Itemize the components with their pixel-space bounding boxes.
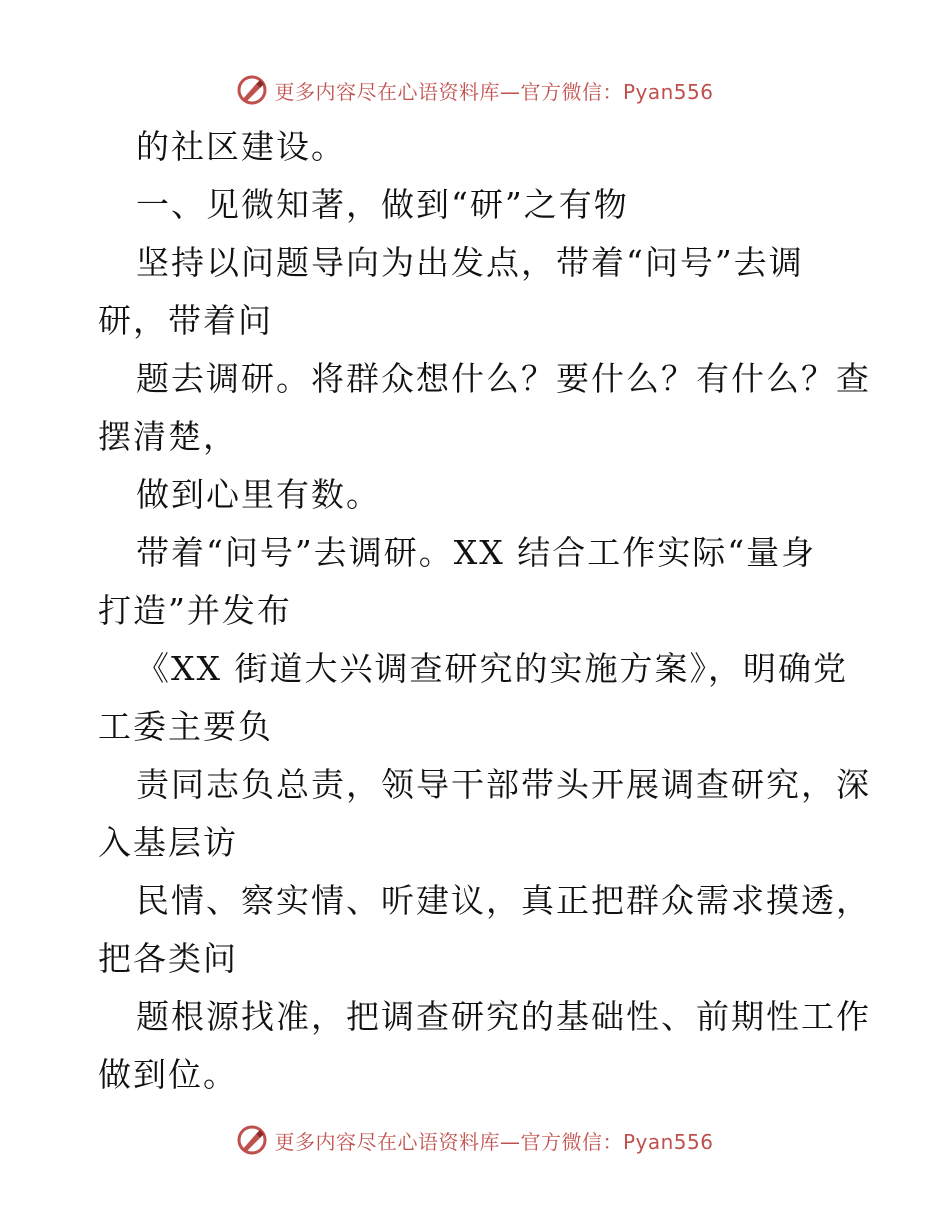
text-line: 责同志负总责，领导干部带头开展调查研究，深 [136,765,871,804]
text-line: 的社区建设。 [136,127,346,166]
text-line: 摆清楚， [98,417,238,456]
section-heading: 一、见微知著，做到“研”之有物 [136,185,629,224]
text-line: 把各类问 [98,939,238,978]
text-line: 《XX 街道大兴调查研究的实施方案》，明确党 [136,649,848,688]
text-line: 民情、察实情、听建议，真正把群众需求摸透， [136,881,871,920]
banner-text: 更多内容尽在心语资料库—官方微信：Pyan556 [274,79,714,104]
text-line: 带着“问号”去调研。XX 结合工作实际“量身 [136,533,817,572]
pen-logo-icon [236,74,268,106]
text-line: 研，带着问 [98,301,273,340]
text-line: 做到位。 [98,1055,238,1094]
header-banner [0,70,950,110]
pen-logo-icon [236,1124,268,1156]
banner-text: 更多内容尽在心语资料库—官方微信：Pyan556 [274,1129,714,1154]
text-line: 入基层访 [98,823,238,862]
text-line: 工委主要负 [98,707,273,746]
text-line: 打造”并发布 [98,591,292,630]
footer-banner [0,1120,950,1160]
text-line: 坚持以问题导向为出发点，带着“问号”去调 [136,243,804,282]
document-body [98,118,871,1104]
text-line: 题去调研。将群众想什么？要什么？有什么？查 [136,359,871,398]
text-line: 做到心里有数。 [136,475,381,514]
text-line: 题根源找准，把调查研究的基础性、前期性工作 [136,997,871,1036]
